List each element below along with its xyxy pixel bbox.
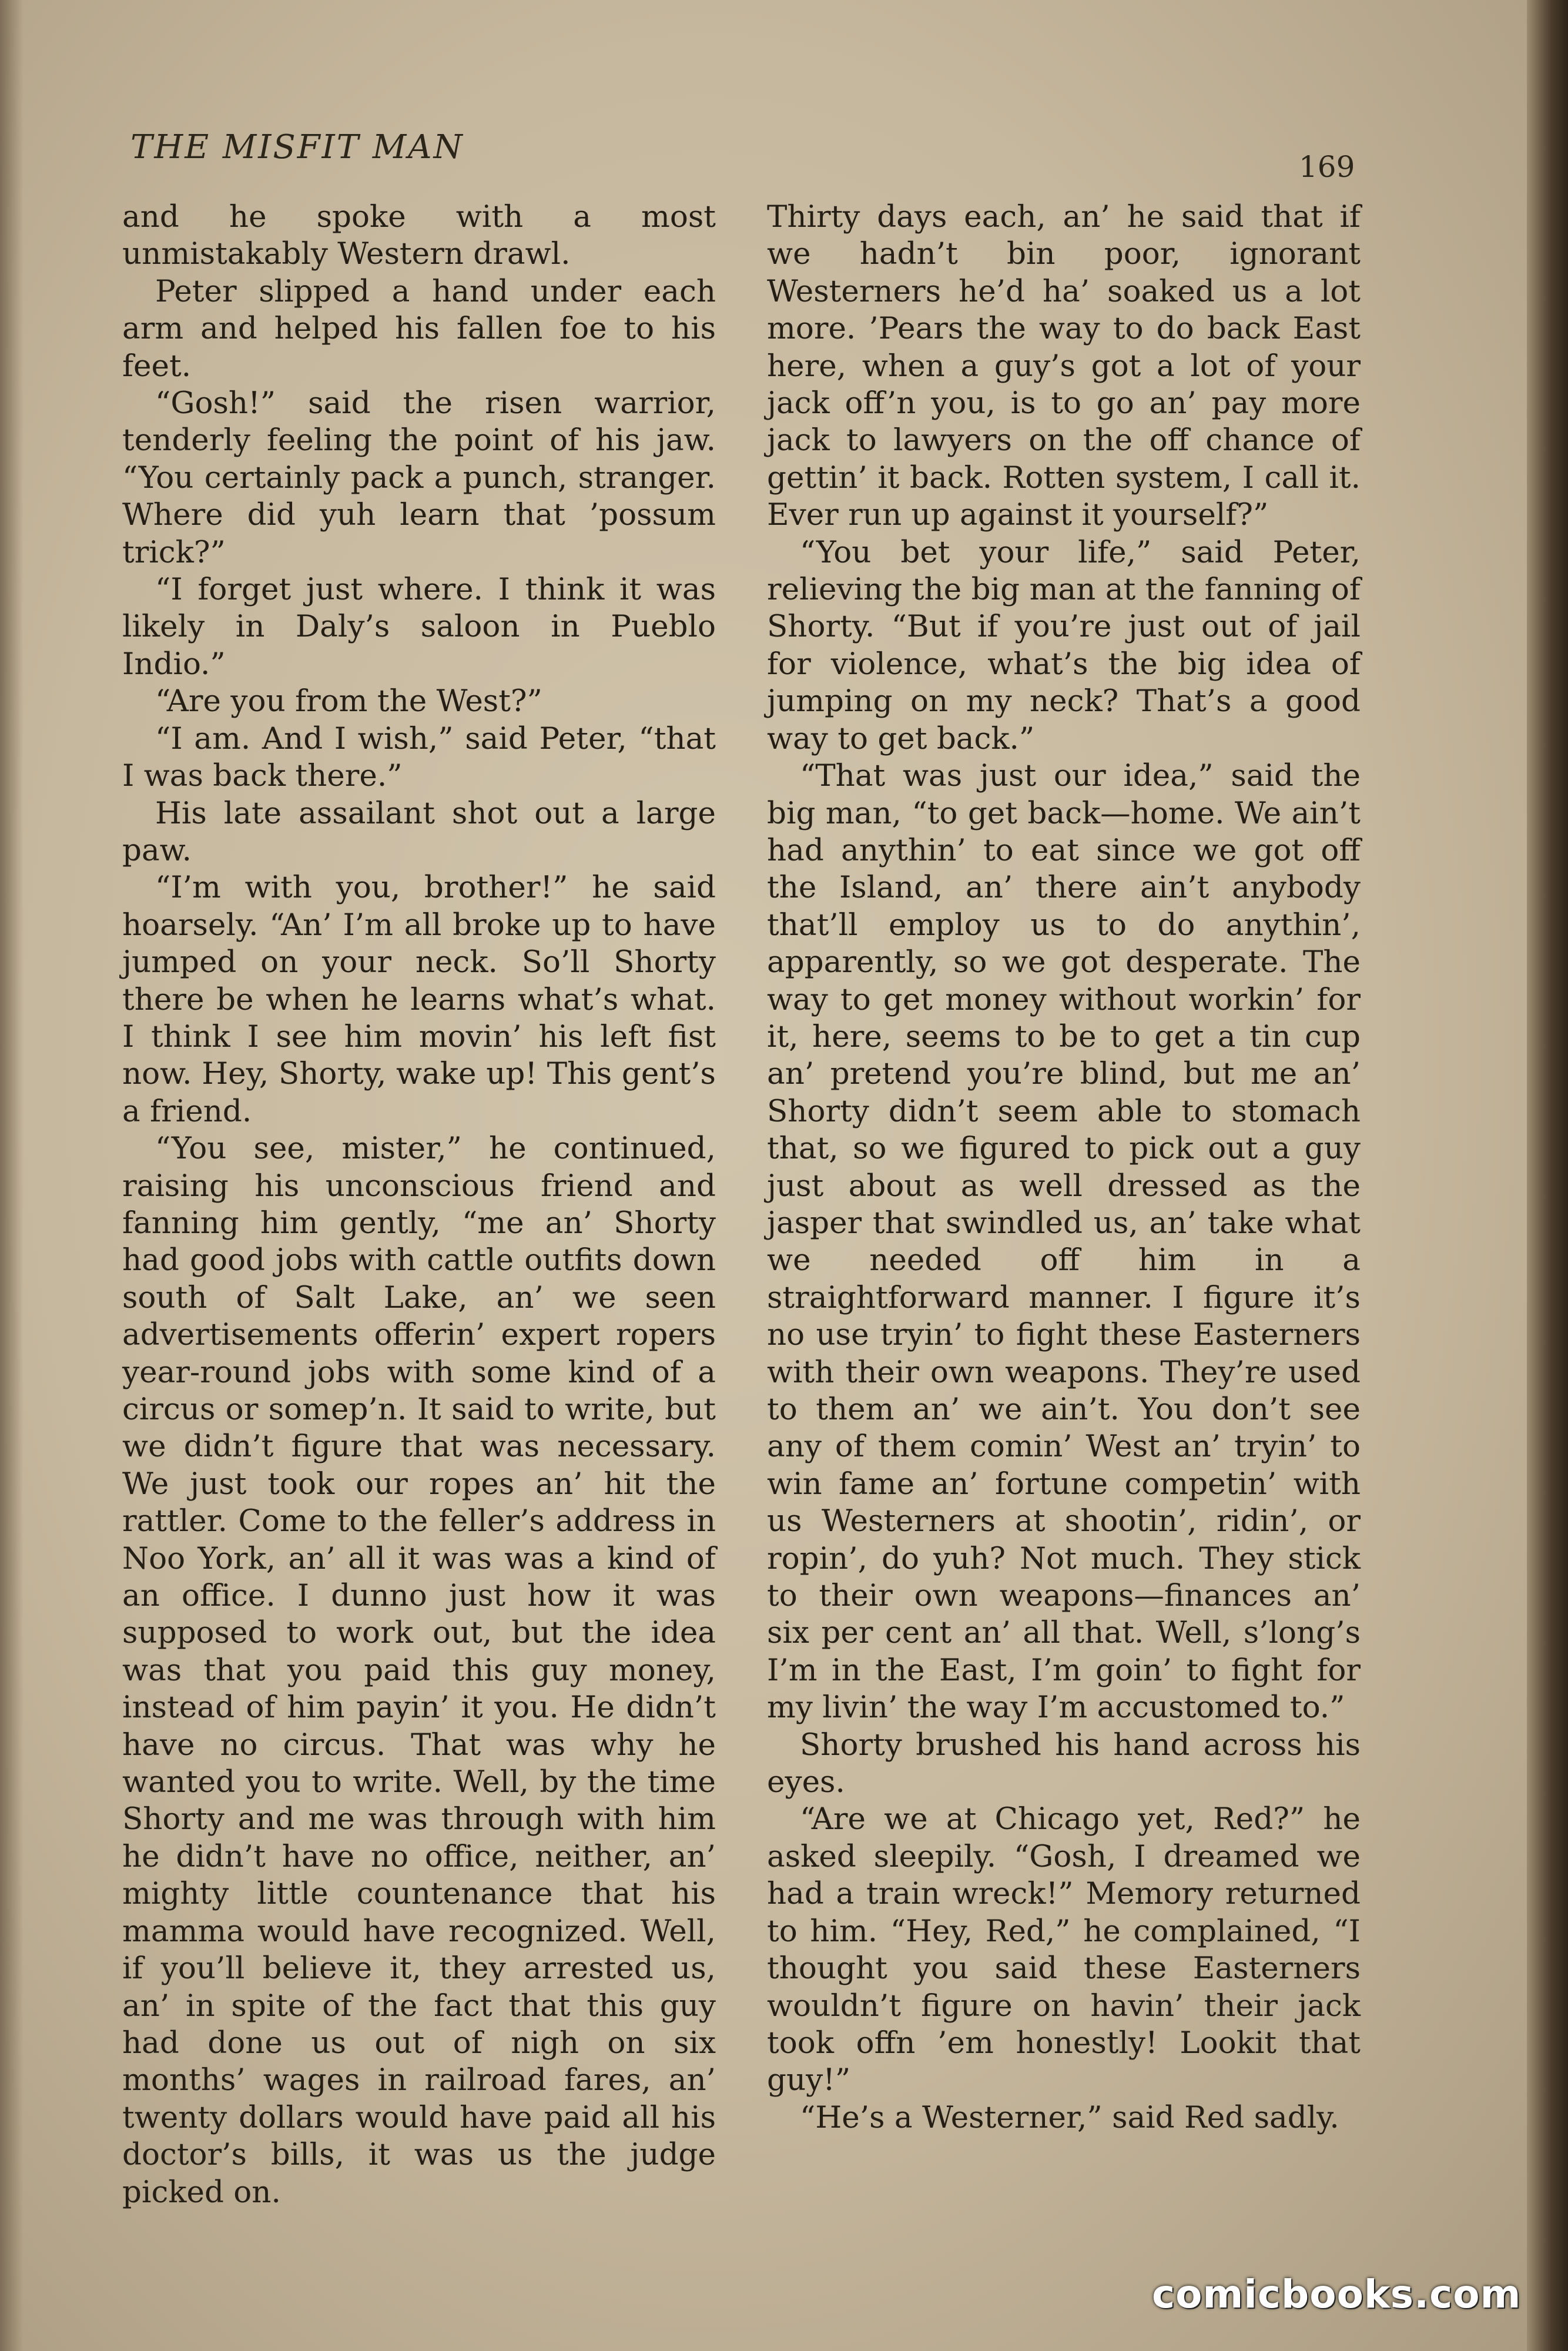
- paragraph: “Are we at Chicago yet, Red?” he asked sleepily. “Gosh, I dreamed we had a train wreck!” Memory returned to him. “Hey, Red,” he complained, “I thought you said these Easterners wouldn’t figure on havin’ their jack took offn ’em honestly! Lookit that guy!”: [767, 1801, 1361, 2098]
- paragraph: “I am. And I wish,” said Peter, “that I was back there.”: [122, 721, 716, 794]
- paragraph: “He’s a Westerner,” said Red sadly.: [800, 2099, 1339, 2135]
- running-title: THE MISFIT MAN: [130, 128, 464, 166]
- site-watermark: comicbooks.com: [1152, 2272, 1522, 2317]
- paragraph: Shorty brushed his hand across his eyes.: [767, 1727, 1361, 1800]
- paragraph: “Gosh!” said the risen warrior, tenderly feeling the point of his jaw. “You certainly pack a punch, stranger. Where did yuh learn that ’possum trick?”: [122, 386, 716, 570]
- right-text-column: [767, 199, 1361, 2136]
- paragraph: “That was just our idea,” said the big man, “to get back—home. We ain’t had anythin’ to eat since we got off the Island, an’ there ain’t anybody that’ll employ us to do anythin’, apparently, so we got desperate. The way to get money without workin’ for it, here, seems to be to get a tin cup an’ pretend you’re blind, but me an’ Shorty didn’t seem able to stomach that, so we figured to pick out a guy just about as well dressed as the jasper that swindled us, an’ take what we needed off him in a straightforward manner. I figure it’s no use tryin’ to fight these Easterners with their own weapons. They’re used to them an’ we ain’t. You don’t see any of them comin’ West an’ tryin’ to win fame an’ fortune competin’ with us Westerners at shootin’, ridin’, or ropin’, do yuh? Not much. They stick to their own weapons—finances an’ six per cent an’ all that. Well, s’long’s I’m in the East, I’m goin’ to fight for my livin’ the way I’m accustomed to.”: [767, 758, 1361, 1726]
- paragraph: His late assailant shot out a large paw.: [122, 795, 716, 868]
- book-spine-shadow: [1527, 0, 1568, 2351]
- paragraph: Peter slipped a hand under each arm and helped his fallen foe to his feet.: [122, 273, 716, 384]
- paragraph: “You bet your life,” said Peter, relieving the big man at the fanning of Shorty. “But if you’re just out of jail for violence, what’s the big idea of jumping on my neck? That’s a good way to get back.”: [767, 534, 1361, 756]
- page-left-shadow: [0, 0, 24, 2351]
- page-number: 169: [1299, 150, 1355, 184]
- paragraph: “You see, mister,” he continued, raising his unconscious friend and fanning him gently, “me an’ Shorty had good jobs with cattle outfits down south of Salt Lake, an’ we seen advertisements offerin’ expert ropers year-round jobs with some kind of a circus or somep’n. It said to write, but we didn’t figure that was necessary. We just took our ropes an’ hit the rattler. Come to the feller’s address in Noo York, an’ all it was was a kind of an office. I dunno just how it was supposed to work out, but the idea was that you paid this guy money, instead of him payin’ it you. He didn’t have no circus. That was why he wanted you to write. Well, by the time Shorty and me was through with him he didn’t have no office, neither, an’ mighty little countenance that his mamma would have recognized. Well, if you’ll believe it, they arrested us, an’ in spite of the fact that this guy had done us out of nigh on six months’ wages in railroad fares, an’ twenty dollars would have paid all his doctor’s bills, it was us the judge picked on.: [122, 1131, 716, 2210]
- paragraph: and he spoke with a most unmistakably Western drawl.: [122, 199, 716, 272]
- paragraph: “Are you from the West?”: [155, 684, 542, 719]
- paragraph: Thirty days each, an’ he said that if we hadn’t bin poor, ignorant Westerners he’d ha’ soaked us a lot more. ’Pears the way to do back East here, when a guy’s got a lot of your jack off’n you, is to go an’ pay more jack to lawyers on the off chance of gettin’ it back. Rotten system, I call it. Ever run up against it yourself?”: [767, 199, 1361, 533]
- paragraph: “I forget just where. I think it was likely in Daly’s saloon in Pueblo Indio.”: [122, 572, 716, 682]
- left-text-column: [122, 199, 716, 2211]
- paragraph: “I’m with you, brother!” he said hoarsely. “An’ I’m all broke up to have jumped on your neck. So’ll Shorty there be when he learns what’s what. I think I see him movin’ his left fist now. Hey, Shorty, wake up! This gent’s a friend.: [122, 870, 716, 1129]
